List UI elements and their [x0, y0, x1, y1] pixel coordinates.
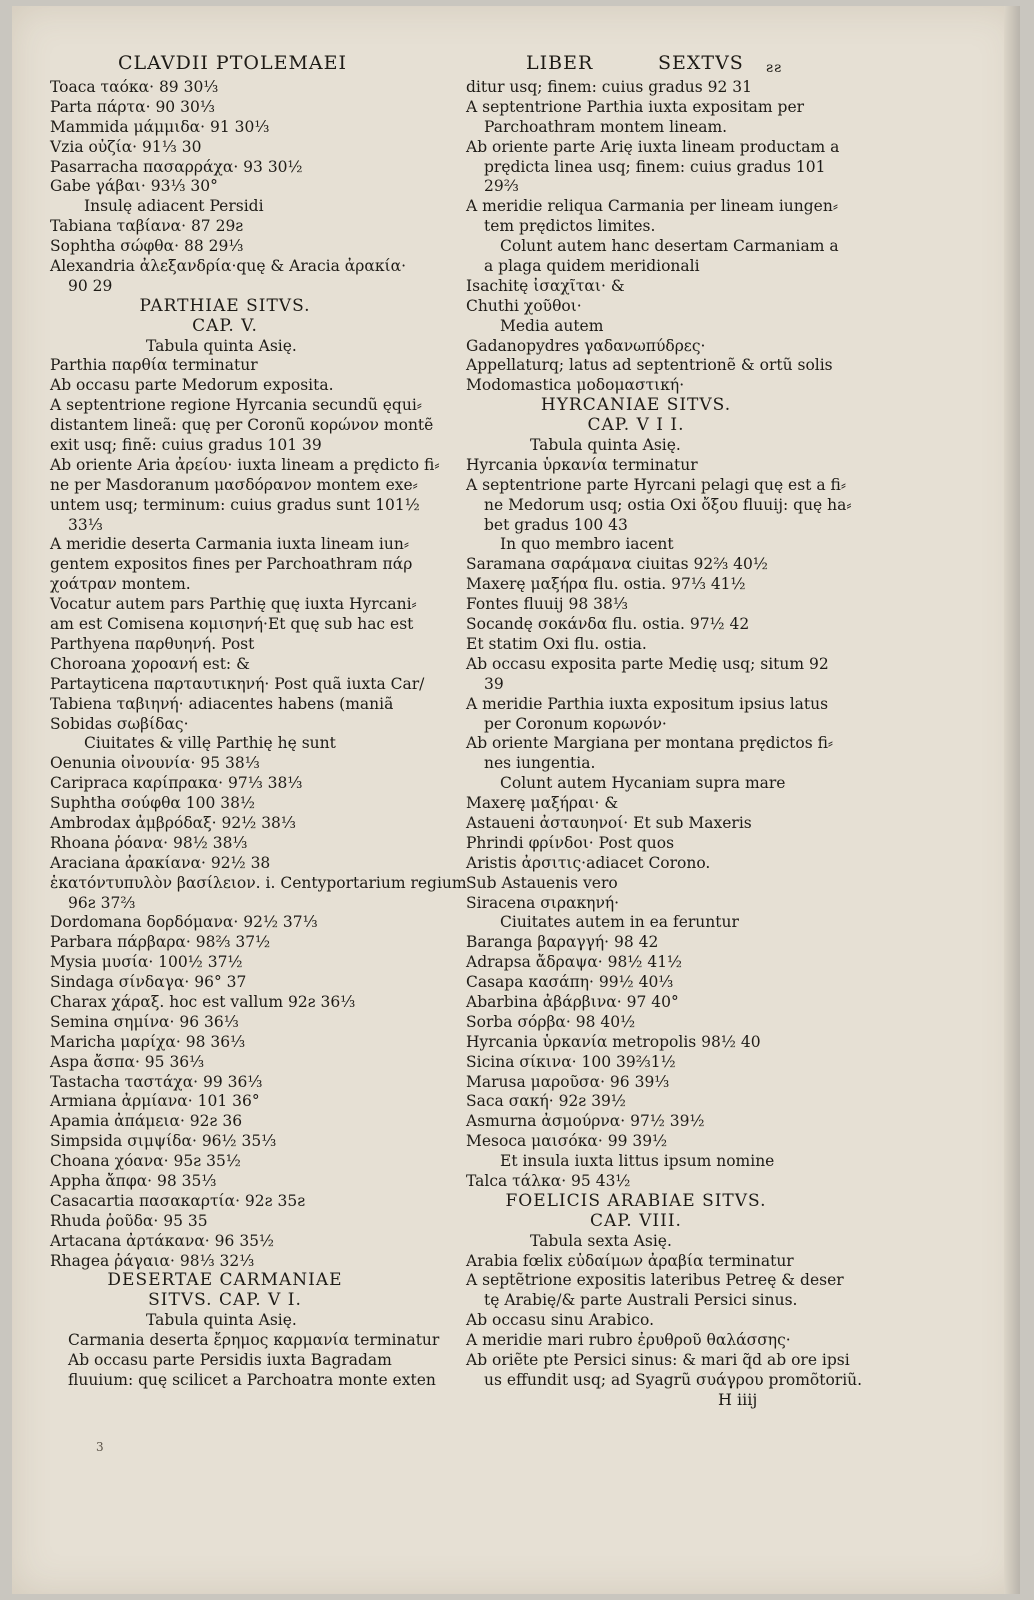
text-line: bet gradus 100 43	[484, 515, 628, 534]
text-line: Et statim Oxi flu. ostia.	[466, 634, 647, 653]
text-line: tę Arabię/& parte Australi Persici sinus.	[484, 1291, 798, 1310]
text-line: Ab occasu exposita parte Medię usq; situm 92	[466, 654, 829, 673]
text-line: ne Medorum usq; ostia Oxi ὄξου fluuij: quę ha⸗	[484, 495, 852, 514]
text-line: Sub Astauenis vero	[466, 873, 618, 892]
text-line: Adrapsa ἄδραψα· 98½ 41½	[466, 953, 683, 972]
text-line: Araciana ἀρακίανα· 92½ 38	[50, 853, 271, 872]
text-line: Armiana ἀρμίανα· 101 36°	[50, 1092, 260, 1111]
section-heading: DESERTAE CARMANIAE	[107, 1270, 343, 1291]
text-line: us effundit usq; ad Syagrũ συάγρου promõtoriũ.	[484, 1370, 863, 1389]
text-line: prędicta linea usq; finem: cuius gradus 101	[484, 157, 826, 176]
text-line: Parbara πάρβαρα· 98⅔ 37½	[50, 933, 271, 952]
text-line: Siracena σιρακηνή·	[466, 893, 620, 912]
text-line: Ciuitates autem in ea feruntur	[500, 913, 739, 932]
text-line: Hyrcania ὑρκανία metropolis 98½ 40	[466, 1032, 761, 1051]
text-line: Fontes fluuij 98 38⅓	[466, 595, 628, 614]
text-line: per Coronum κορωνόν·	[484, 714, 667, 733]
text-line: Alexandria ἀλεξανδρία·quę & Aracia ἀρακία·	[50, 257, 406, 276]
text-line: Sicina σίκινα· 100 39⅔1½	[466, 1052, 676, 1071]
text-line: Insulę adiacent Persidi	[84, 197, 264, 216]
text-line: Simpsida σιμψίδα· 96½ 35⅓	[50, 1132, 277, 1151]
left-text-column	[50, 78, 467, 1391]
text-line: Rhoana ῥόανα· 98½ 38⅓	[50, 833, 248, 852]
text-line: χοάτραν montem.	[50, 575, 191, 594]
section-heading: SITVS. CAP. V I.	[148, 1290, 302, 1311]
corner-mark: 3	[96, 1440, 104, 1454]
text-line: Ab occasu parte Medorum exposita.	[50, 376, 334, 395]
text-line: Mysia μυσία· 100½ 37½	[50, 953, 243, 972]
text-line: Ab occasu parte Persidis iuxta Bagradam	[68, 1351, 392, 1369]
section-heading: PARTHIAE SITVS.	[139, 295, 311, 316]
text-line: Carmania deserta ἔρημος καρμανία terminatur	[68, 1331, 440, 1350]
section-heading: CAP. VIII.	[590, 1210, 682, 1231]
text-line: Ciuitates & villę Parthię hę sunt	[84, 734, 336, 753]
text-line: 39	[484, 674, 504, 693]
section-heading: CAP. V I I.	[587, 415, 685, 436]
text-line: A meridie reliqua Carmania per lineam iungen⸗	[466, 197, 838, 216]
text-line: Caripraca καρίπρακα· 97⅓ 38⅓	[50, 774, 303, 793]
text-line: Gabe γάβαι· 93⅓ 30°	[50, 177, 218, 196]
text-line: Mammida μάμμιδα· 91 30⅓	[50, 117, 270, 136]
text-line: Casapa κασάπη· 99½ 40⅓	[466, 973, 674, 992]
text-line: 33⅓	[68, 515, 103, 534]
text-line: Saca σακή· 92ƨ 39½	[466, 1092, 626, 1111]
text-line: Socandę σοκάνδα flu. ostia. 97½ 42	[466, 615, 750, 634]
text-line: Toaca ταόκα· 89 30⅓	[50, 78, 219, 96]
section-heading: FOELICIS ARABIAE SITVS.	[505, 1190, 767, 1211]
text-line: Colunt autem hanc desertam Carmaniam a	[500, 237, 839, 256]
text-line: Dordomana δορδόμανα· 92½ 37⅓	[50, 913, 318, 932]
text-line: A septentrione Parthia iuxta expositam per	[466, 97, 805, 116]
text-line: Asmurna ἀσμούρνα· 97½ 39½	[466, 1112, 705, 1131]
text-line: Parchoathram montem lineam.	[484, 117, 728, 136]
text-line: Ambrodax ἀμβρόδαξ· 92½ 38⅓	[50, 813, 296, 832]
text-line: Parthia παρθία terminatur	[50, 356, 258, 375]
text-line: A septentrione parte Hyrcani pelagi quę est a fi⸗	[466, 475, 846, 494]
text-line: Talca τάλκα· 95 43½	[466, 1171, 631, 1190]
text-line: A septentrione regione Hyrcania secundũ ęqui⸗	[50, 396, 422, 415]
text-line: Choana χόανα· 95ƨ 35½	[50, 1152, 241, 1171]
text-line: Casacartia πασακαρτία· 92ƨ 35ƨ	[50, 1191, 306, 1210]
text-line: Phrindi φρίνδοι· Post quos	[466, 833, 675, 852]
text-line: Pasarracha πασαρράχα· 93 30½	[50, 157, 303, 176]
text-line: Hyrcania ὑρκανία terminatur	[466, 455, 698, 474]
text-line: Appha ἄπφα· 98 35⅓	[50, 1171, 217, 1190]
text-line: Maxerę μαξήρα flu. ostia. 97⅓ 41½	[466, 575, 746, 594]
text-line: Tabula quinta Asię.	[146, 336, 297, 355]
text-line: Saramana σαράμανα ciuitas 92⅔ 40½	[466, 555, 768, 574]
text-line: a plaga quidem meridionali	[484, 257, 700, 276]
page-edge	[1004, 6, 1020, 1594]
text-line: Abarbina ἀβάρβινα· 97 40°	[466, 992, 679, 1011]
text-line: Tabula quinta Asię.	[530, 436, 681, 455]
text-line: Media autem	[500, 316, 604, 335]
text-line: Ab oriẽte pte Persici sinus: & mari q̃d ab ore ipsi	[466, 1351, 850, 1369]
text-line: Suphtha σούφθα 100 38½	[50, 794, 256, 813]
text-line: 29⅔	[484, 177, 519, 196]
text-line: Artacana ἀρτάκανα· 96 35½	[50, 1231, 275, 1250]
text-line: A septẽtrione expositis lateribus Petreę & deser	[466, 1271, 844, 1290]
section-heading: HYRCANIAE SITVS.	[540, 395, 732, 416]
running-head-left: CLAVDII PTOLEMAEI	[118, 52, 348, 74]
text-line: Choroana χοροανή est: &	[50, 654, 250, 673]
text-line: Mesoca μαισόκα· 99 39½	[466, 1132, 668, 1151]
text-line: 90 29	[68, 276, 113, 295]
text-line: nes iungentia.	[484, 754, 596, 773]
text-line: Baranga βαραγγή· 98 42	[466, 933, 659, 952]
text-line: tem prędictos limites.	[484, 217, 656, 236]
text-line: ditur usq; finem: cuius gradus 92 31	[466, 78, 752, 96]
text-line: 96ƨ 37⅔	[68, 893, 136, 912]
text-line: Maxerę μαξήραι· &	[466, 794, 619, 813]
text-line: untem usq; terminum: cuius gradus sunt 101½	[50, 495, 420, 514]
text-line: Sobidas σωβίδας·	[50, 714, 189, 733]
text-line: ne per Masdoranum μασδόρανον montem exe⸗	[50, 475, 418, 494]
text-line: Rhuda ῥοῦδα· 95 35	[50, 1211, 208, 1230]
text-line: ἑκατόντυπυλὸν βασίλειον. i. Centyportarium regium	[50, 873, 467, 892]
text-line: Tabula sexta Asię.	[530, 1231, 672, 1250]
text-line: Ab oriente Margiana per montana prędictos fi⸗	[466, 734, 834, 753]
text-line: Marusa μαροῦσα· 96 39⅓	[466, 1072, 670, 1091]
section-heading: CAP. V.	[192, 315, 258, 336]
text-line: Semina σημίνα· 96 36⅓	[50, 1012, 239, 1031]
text-line: Et insula iuxta littus ipsum nomine	[500, 1152, 775, 1171]
text-line: A meridie mari rubro ἐρυθροῦ θαλάσσης·	[466, 1331, 791, 1350]
text-line: Tabula quinta Asię.	[146, 1311, 297, 1330]
text-line: Modomastica μοδομαστική·	[466, 376, 685, 395]
text-line: In quo membro iacent	[500, 535, 674, 554]
text-line: A meridie Parthia iuxta expositum ipsius latus	[466, 694, 829, 713]
text-line: Oenunia οἰνουνία· 95 38⅓	[50, 754, 260, 773]
text-line: Gadanopydres γαδανωπύδρες·	[466, 336, 706, 355]
text-line: gentem expositos fines per Parchoathram πάρ	[50, 555, 413, 574]
text-line: Astaueni ἀσταυηνοί· Et sub Maxeris	[466, 813, 752, 832]
text-line: exit usq; finẽ: cuius gradus 101 39	[50, 436, 322, 455]
right-text-column	[466, 78, 863, 1391]
text-line: Aristis ἀρσιτις·adiacet Corono.	[466, 853, 711, 872]
text-line: Appellaturq; latus ad septentrionẽ & ortũ solis	[466, 356, 833, 375]
text-line: Partayticena παρταυτικηνή· Post quã iuxta Car/	[50, 674, 425, 693]
text-line: am est Comisena κομισηνή·Et quę sub hac est	[50, 615, 414, 634]
text-line: Tastacha ταστάχα· 99 36⅓	[50, 1072, 263, 1091]
text-line: Sorba σόρβα· 98 40½	[466, 1012, 636, 1031]
text-line: Charax χάραξ. hoc est vallum 92ƨ 36⅓	[50, 992, 356, 1011]
text-line: Colunt autem Hycaniam supra mare	[500, 774, 786, 793]
text-line: distantem lineã: quę per Coronũ κορώνον montẽ	[50, 416, 434, 435]
text-line: Sophtha σώφθα· 88 29⅓	[50, 237, 244, 256]
running-head-right: SEXTVS	[658, 52, 744, 74]
text-line: Ab oriente Aria ἀρείου· iuxta lineam a prędicto fi⸗	[50, 455, 440, 474]
text-line: Isachitę ἰσαχῖται· &	[466, 276, 625, 295]
text-line: Parta πάρτα· 90 30⅓	[50, 97, 215, 116]
signature-mark: H iiij	[718, 1390, 758, 1409]
text-line: Arabia fœlix εὐδαίμων ἀραβία terminatur	[466, 1251, 794, 1270]
text-line: Aspa ἄσπα· 95 36⅓	[50, 1052, 205, 1071]
text-line: fluuium: quę scilicet a Parchoatra monte exten	[68, 1370, 436, 1389]
text-line: Vocatur autem pars Parthię quę iuxta Hyrcani⸗	[50, 595, 417, 614]
text-line: Sindaga σίνδαγα· 96° 37	[50, 973, 247, 992]
text-line: Chuthi χοῦθοι·	[466, 296, 582, 315]
text-line: Vzia οὐζία· 91⅓ 30	[50, 137, 202, 156]
text-line: Tabiena ταβιηνή· adiacentes habens (maniã	[50, 694, 394, 713]
text-line: Ab occasu sinu Arabico.	[466, 1311, 655, 1330]
folio-number: ƨƨ	[766, 60, 783, 76]
running-head-center: LIBER	[526, 52, 594, 74]
text-line: Tabiana ταβίανα· 87 29ƨ	[50, 217, 244, 236]
text-line: Parthyena παρθυηνή. Post	[50, 634, 255, 653]
text-line: A meridie deserta Carmania iuxta lineam iun⸗	[50, 535, 410, 554]
text-line: Ab oriente parte Arię iuxta lineam productam a	[466, 137, 840, 156]
text-line: Maricha μαρίχα· 98 36⅓	[50, 1032, 246, 1051]
text-line: Rhagea ῥάγαια· 98⅓ 32⅓	[50, 1251, 255, 1270]
text-line: Apamia ἀπάμεια· 92ƨ 36	[50, 1112, 243, 1131]
